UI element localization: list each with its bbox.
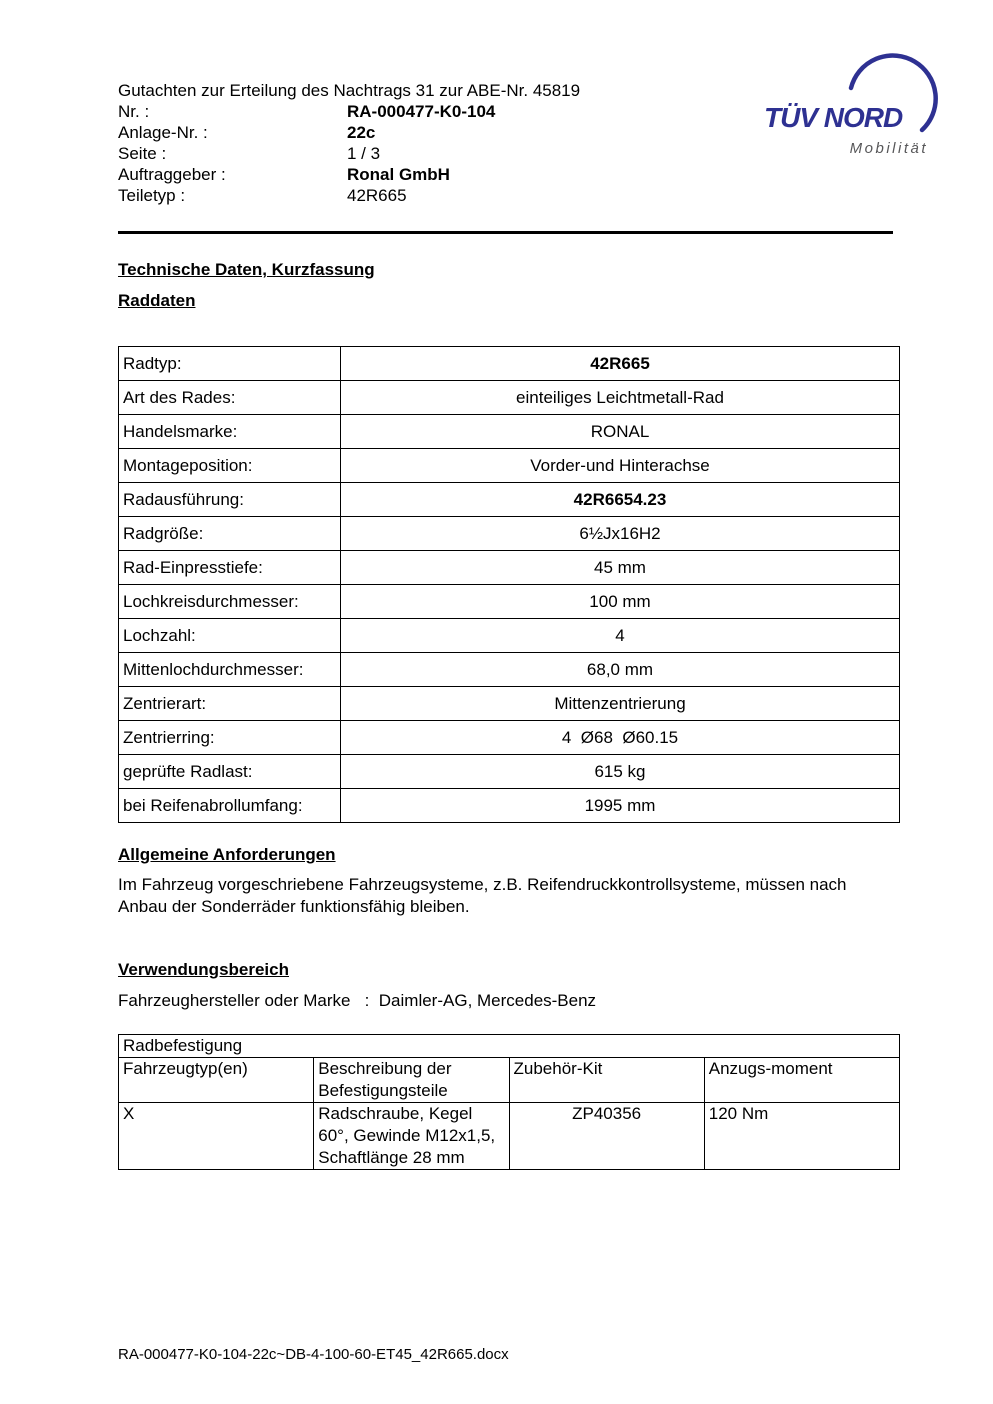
raddaten-label: Montageposition:: [119, 449, 341, 483]
raddaten-label: Lochzahl:: [119, 619, 341, 653]
fahrzeugtyp-cell: X: [119, 1103, 314, 1170]
raddaten-value: 42R665: [341, 347, 900, 381]
table-row: [119, 449, 900, 483]
raddaten-value: 4 Ø68 Ø60.15: [341, 721, 900, 755]
table-row: [119, 415, 900, 449]
field-label: Seite :: [118, 144, 167, 163]
raddaten-value: 6½Jx16H2: [341, 517, 900, 551]
raddaten-value: 4: [341, 619, 900, 653]
column-header: Anzugs-moment: [704, 1058, 899, 1103]
table-row: [119, 619, 900, 653]
raddaten-label: geprüfte Radlast:: [119, 755, 341, 789]
raddaten-label: bei Reifenabrollumfang:: [119, 789, 341, 823]
raddaten-value: 100 mm: [341, 585, 900, 619]
field-value: 22c: [347, 123, 376, 142]
table-row: [119, 483, 900, 517]
table-row: [119, 551, 900, 585]
raddaten-label: Art des Rades:: [119, 381, 341, 415]
raddaten-value: 68,0 mm: [341, 653, 900, 687]
zubehoer-kit-cell: ZP40356: [509, 1103, 704, 1170]
field-label: Anlage-Nr. :: [118, 123, 208, 142]
field-value: RA-000477-K0-104: [347, 102, 496, 121]
column-header: Zubehör-Kit: [509, 1058, 704, 1103]
raddaten-value: 1995 mm: [341, 789, 900, 823]
table-row: [119, 381, 900, 415]
field-label: Nr. :: [118, 102, 150, 121]
raddaten-value: Vorder-und Hinterachse: [341, 449, 900, 483]
section-heading-technische-daten: Technische Daten, Kurzfassung: [118, 260, 375, 279]
field-value: 42R665: [347, 186, 407, 205]
column-header: Beschreibung der Befestigungsteile: [314, 1058, 509, 1103]
raddaten-label: Radausführung:: [119, 483, 341, 517]
table-row: [119, 789, 900, 823]
header-divider: [118, 231, 893, 234]
table-row: [119, 517, 900, 551]
footer-filename: RA-000477-K0-104-22c~DB-4-100-60-ET45_42R665.docx: [118, 1346, 509, 1363]
field-value: 1 / 3: [347, 144, 381, 163]
table-row: [119, 653, 900, 687]
section-heading-raddaten: Raddaten: [118, 291, 196, 310]
section-heading-allgemeine-anforderungen: Allgemeine Anforderungen: [118, 845, 336, 864]
document-title: Gutachten zur Erteilung des Nachtrags 31 zur ABE-Nr. 45819: [118, 81, 581, 100]
raddaten-label: Zentrierring:: [119, 721, 341, 755]
anzugsmoment-cell: 120 Nm: [704, 1103, 899, 1170]
raddaten-label: Zentrierart:: [119, 687, 341, 721]
raddaten-value: RONAL: [341, 415, 900, 449]
table-header-row: [119, 1058, 900, 1103]
radbefestigung-caption: Radbefestigung: [119, 1035, 900, 1058]
field-label: Auftraggeber :: [118, 165, 226, 184]
table-row: [119, 1103, 900, 1170]
raddaten-label: Lochkreisdurchmesser:: [119, 585, 341, 619]
raddaten-table: [118, 346, 900, 823]
document-header: [118, 80, 928, 208]
logo-subtitle-text: Mobilität: [849, 140, 928, 157]
raddaten-value: 45 mm: [341, 551, 900, 585]
table-row: [119, 347, 900, 381]
raddaten-label: Radtyp:: [119, 347, 341, 381]
fahrzeughersteller-line: Fahrzeughersteller oder Marke : Daimler-AG, Mercedes-Benz: [118, 991, 597, 1010]
table-row: [119, 755, 900, 789]
table-caption-row: [119, 1035, 900, 1058]
raddaten-label: Radgröße:: [119, 517, 341, 551]
raddaten-value: einteiliges Leichtmetall-Rad: [341, 381, 900, 415]
tuv-nord-logo: [758, 46, 950, 174]
radbefestigung-table: [118, 1034, 900, 1170]
table-row: [119, 721, 900, 755]
beschreibung-cell: Radschraube, Kegel 60°, Gewinde M12x1,5, Schaftlänge 28 mm: [314, 1103, 509, 1170]
raddaten-label: Mittenlochdurchmesser:: [119, 653, 341, 687]
field-value: Ronal GmbH: [347, 165, 450, 184]
field-label: Teiletyp :: [118, 186, 186, 205]
raddaten-value: Mittenzentrierung: [341, 687, 900, 721]
section-heading-verwendungsbereich: Verwendungsbereich: [118, 960, 289, 979]
logo-brand-text: TÜV NORD: [764, 102, 903, 133]
raddaten-label: Rad-Einpresstiefe:: [119, 551, 341, 585]
raddaten-value: 615 kg: [341, 755, 900, 789]
table-row: [119, 687, 900, 721]
raddaten-label: Handelsmarke:: [119, 415, 341, 449]
allgemeine-anforderungen-text: Im Fahrzeug vorgeschriebene Fahrzeugsysteme, z.B. Reifendruckkontrollsysteme, müssen nach Anbau der Sonderräder funktionsfähig bleiben.: [118, 875, 847, 916]
raddaten-value: 42R6654.23: [341, 483, 900, 517]
column-header: Fahrzeugtyp(en): [119, 1058, 314, 1103]
table-row: [119, 585, 900, 619]
